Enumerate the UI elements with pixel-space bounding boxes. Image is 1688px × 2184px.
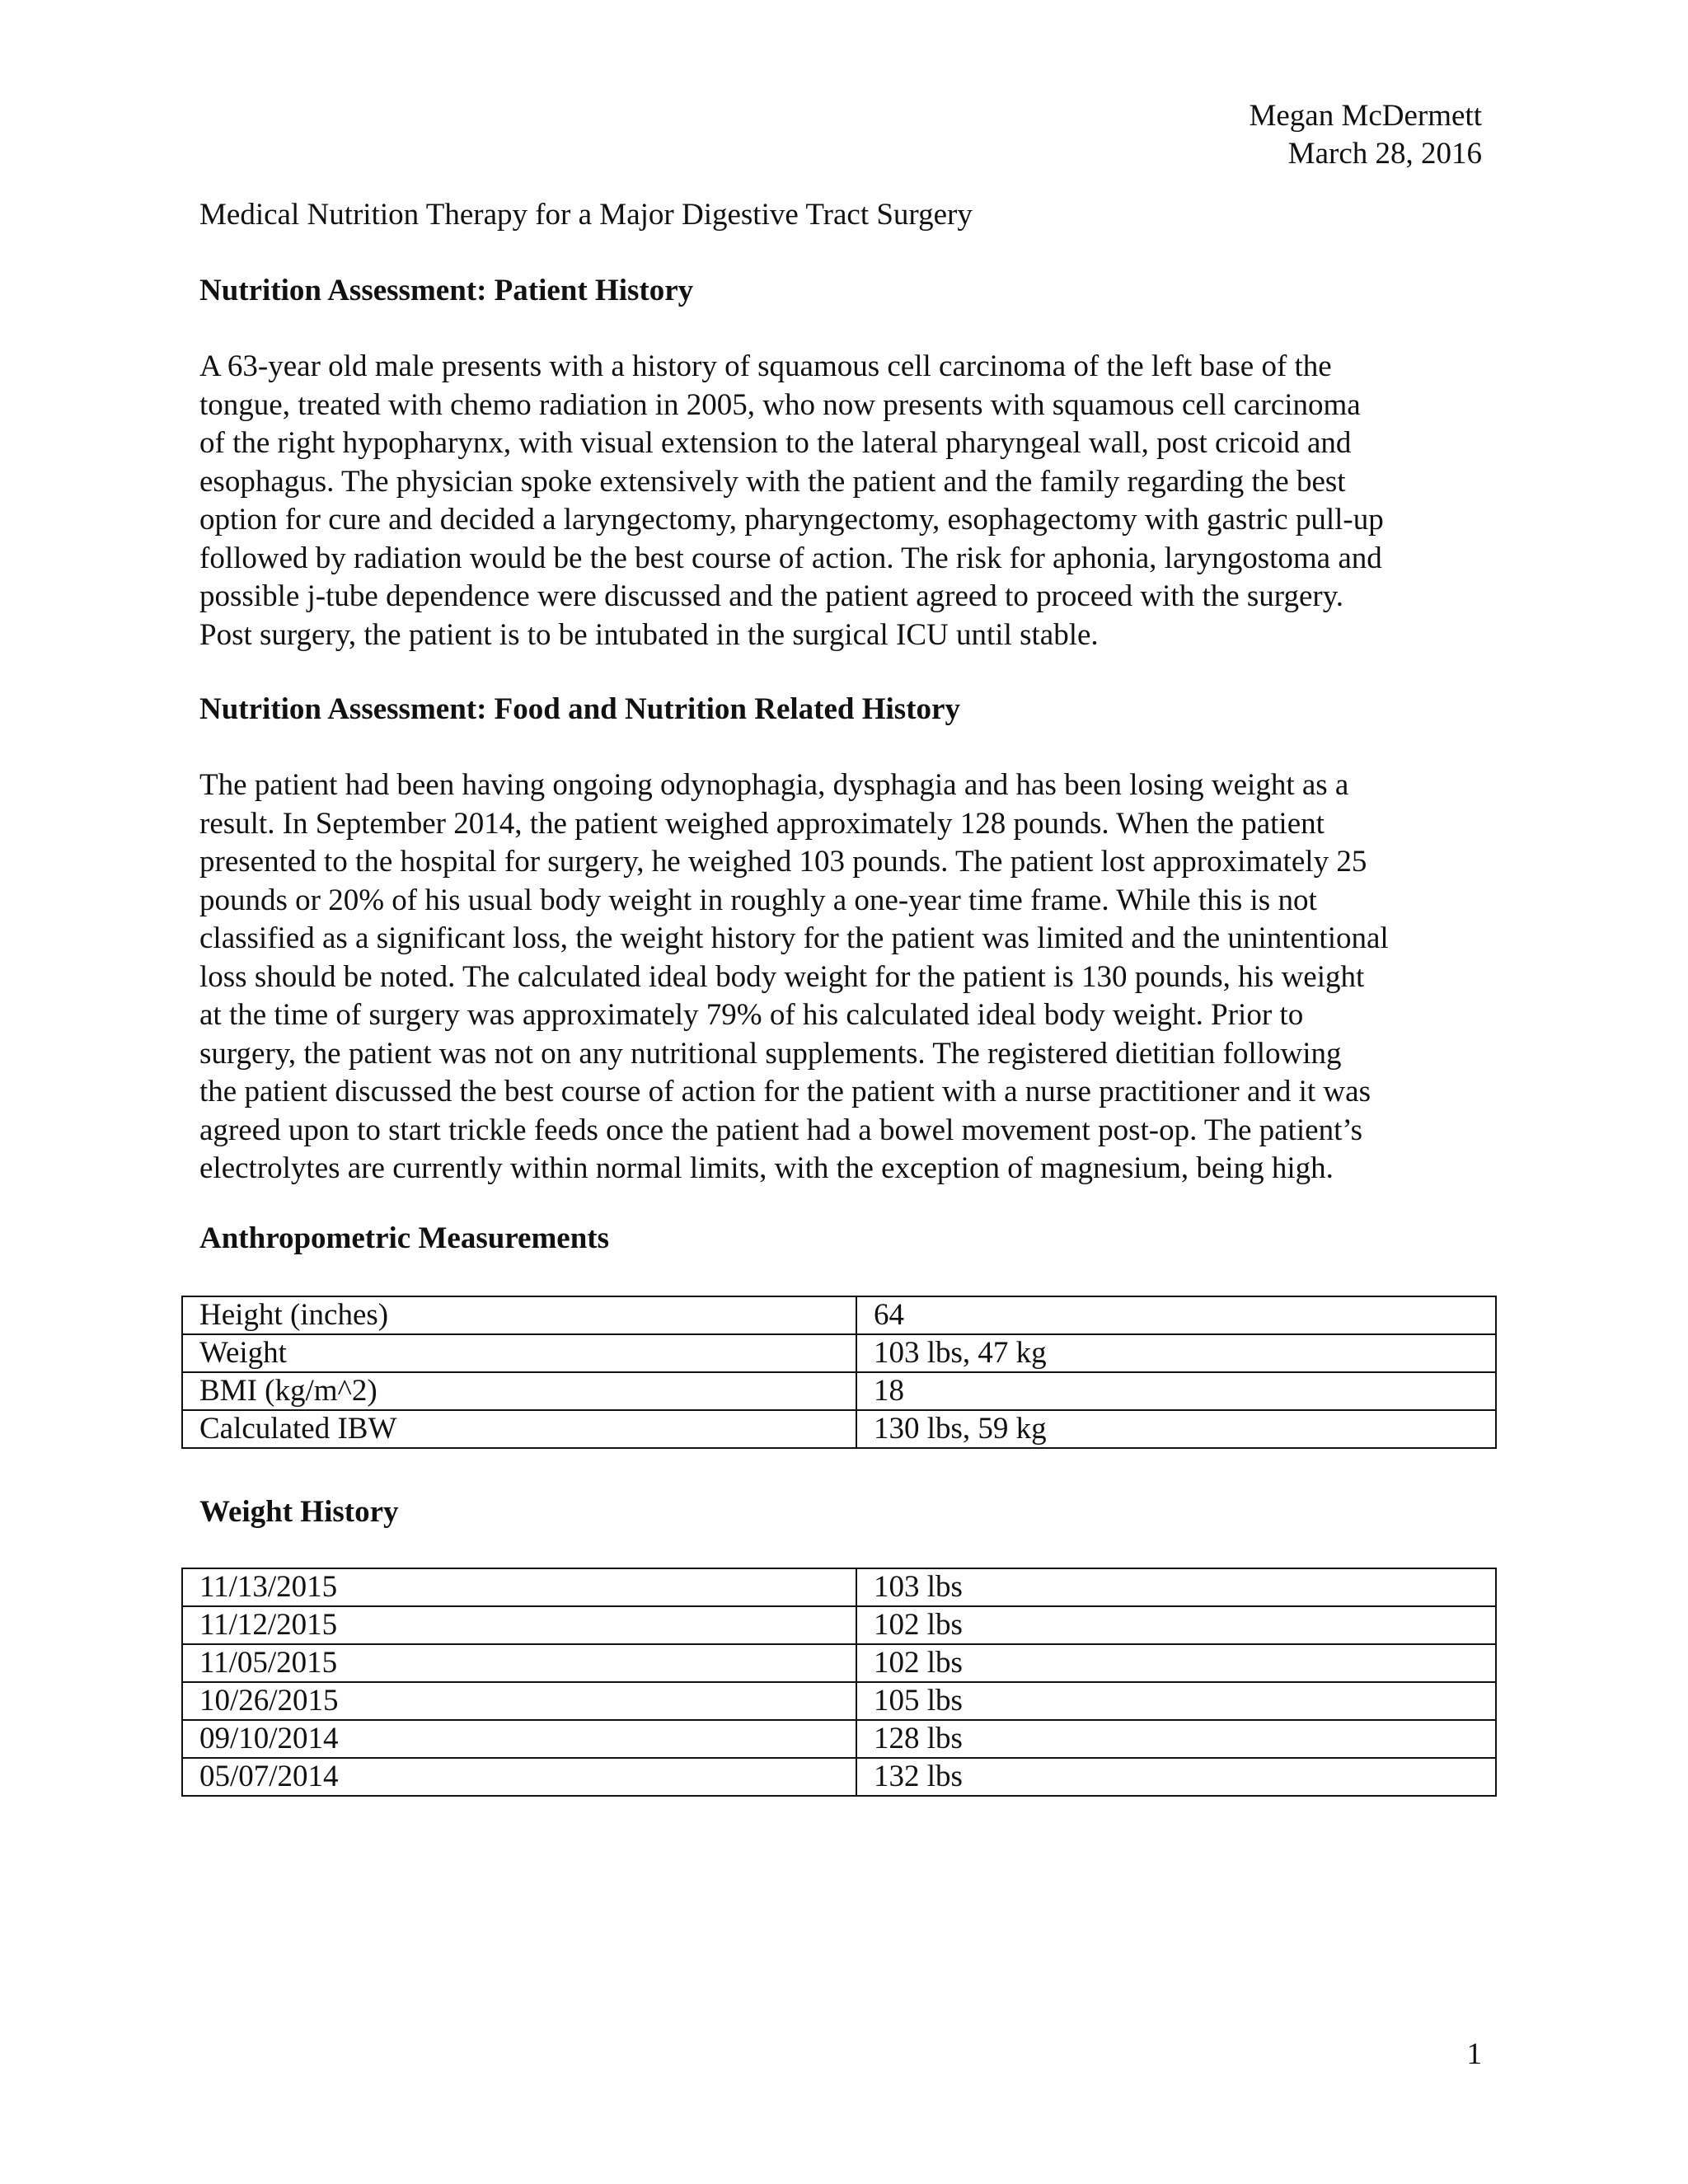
table-row	[182, 1606, 1496, 1644]
paragraph-line: at the time of surgery was approximately 79% of his calculated ideal body weight. Prior to	[199, 998, 1304, 1032]
weight-date: 11/13/2015	[182, 1568, 856, 1606]
paragraph-line: followed by radiation would be the best course of action. The risk for aphonia, laryngostoma and	[199, 541, 1382, 575]
table-row	[182, 1410, 1496, 1448]
table-row	[182, 1296, 1496, 1334]
paragraph-line: A 63-year old male presents with a history of squamous cell carcinoma of the left base of the	[199, 349, 1332, 383]
table-row	[182, 1758, 1496, 1796]
patient-history-heading: Nutrition Assessment: Patient History	[199, 274, 694, 307]
paragraph-line: agreed upon to start trickle feeds once the patient had a bowel movement post-op. The patient’s	[199, 1113, 1363, 1147]
weight-date: 11/12/2015	[182, 1606, 856, 1644]
anthropometric-heading: Anthropometric Measurements	[199, 1221, 610, 1255]
page-number: 1	[1466, 2037, 1482, 2071]
paragraph-line: possible j-tube dependence were discussed and the patient agreed to proceed with the surgery.	[199, 579, 1344, 613]
measurement-value: 64	[856, 1296, 1496, 1334]
document-title: Medical Nutrition Therapy for a Major Digestive Tract Surgery	[199, 198, 973, 232]
paragraph-line: electrolytes are currently within normal limits, with the exception of magnesium, being high.	[199, 1151, 1334, 1185]
weight-value: 128 lbs	[856, 1720, 1496, 1758]
weight-history-heading: Weight History	[199, 1495, 399, 1529]
food-history-heading: Nutrition Assessment: Food and Nutrition Related History	[199, 692, 960, 726]
food-history-paragraph	[199, 766, 1492, 1188]
paragraph-line: pounds or 20% of his usual body weight in roughly a one-year time frame. While this is not	[199, 883, 1317, 917]
paragraph-line: presented to the hospital for surgery, he weighed 103 pounds. The patient lost approximately 25	[199, 845, 1367, 879]
table-row	[182, 1334, 1496, 1372]
weight-value: 105 lbs	[856, 1682, 1496, 1720]
weight-date: 09/10/2014	[182, 1720, 856, 1758]
document-header	[1249, 97, 1482, 173]
table-row	[182, 1372, 1496, 1410]
weight-history-table	[181, 1568, 1497, 1797]
measurement-label: BMI (kg/m^2)	[182, 1372, 856, 1410]
weight-value: 102 lbs	[856, 1644, 1496, 1682]
patient-history-paragraph	[199, 348, 1492, 654]
measurement-value: 18	[856, 1372, 1496, 1410]
measurement-value: 103 lbs, 47 kg	[856, 1334, 1496, 1372]
author-name: Megan McDermett	[1249, 99, 1482, 133]
paragraph-line: esophagus. The physician spoke extensively with the patient and the family regarding the best	[199, 464, 1346, 499]
paragraph-line: option for cure and decided a laryngectomy, pharyngectomy, esophagectomy with gastric pull-up	[199, 503, 1384, 537]
document-date: March 28, 2016	[1287, 137, 1482, 171]
weight-value: 102 lbs	[856, 1606, 1496, 1644]
measurement-value: 130 lbs, 59 kg	[856, 1410, 1496, 1448]
weight-value: 132 lbs	[856, 1758, 1496, 1796]
weight-date: 05/07/2014	[182, 1758, 856, 1796]
paragraph-line: The patient had been having ongoing odynophagia, dysphagia and has been losing weight as a	[199, 768, 1349, 802]
paragraph-line: of the right hypopharynx, with visual extension to the lateral pharyngeal wall, post cricoid and	[199, 426, 1352, 460]
table-row	[182, 1644, 1496, 1682]
anthropometric-table	[181, 1296, 1497, 1449]
table-row	[182, 1568, 1496, 1606]
weight-date: 11/05/2015	[182, 1644, 856, 1682]
paragraph-line: Post surgery, the patient is to be intubated in the surgical ICU until stable.	[199, 617, 1099, 652]
paragraph-line: loss should be noted. The calculated ideal body weight for the patient is 130 pounds, his weight	[199, 959, 1365, 994]
table-row	[182, 1720, 1496, 1758]
paragraph-line: the patient discussed the best course of action for the patient with a nurse practitioner and it was	[199, 1075, 1371, 1108]
table-row	[182, 1682, 1496, 1720]
weight-value: 103 lbs	[856, 1568, 1496, 1606]
measurement-label: Height (inches)	[182, 1296, 856, 1334]
paragraph-line: result. In September 2014, the patient weighed approximately 128 pounds. When the patient	[199, 806, 1325, 841]
measurement-label: Calculated IBW	[182, 1410, 856, 1448]
paragraph-line: classified as a significant loss, the weight history for the patient was limited and the unintentional	[199, 921, 1389, 955]
paragraph-line: tongue, treated with chemo radiation in 2005, who now presents with squamous cell carcinoma	[199, 387, 1361, 422]
measurement-label: Weight	[182, 1334, 856, 1372]
paragraph-line: surgery, the patient was not on any nutritional supplements. The registered dietitian following	[199, 1036, 1342, 1071]
weight-date: 10/26/2015	[182, 1682, 856, 1720]
